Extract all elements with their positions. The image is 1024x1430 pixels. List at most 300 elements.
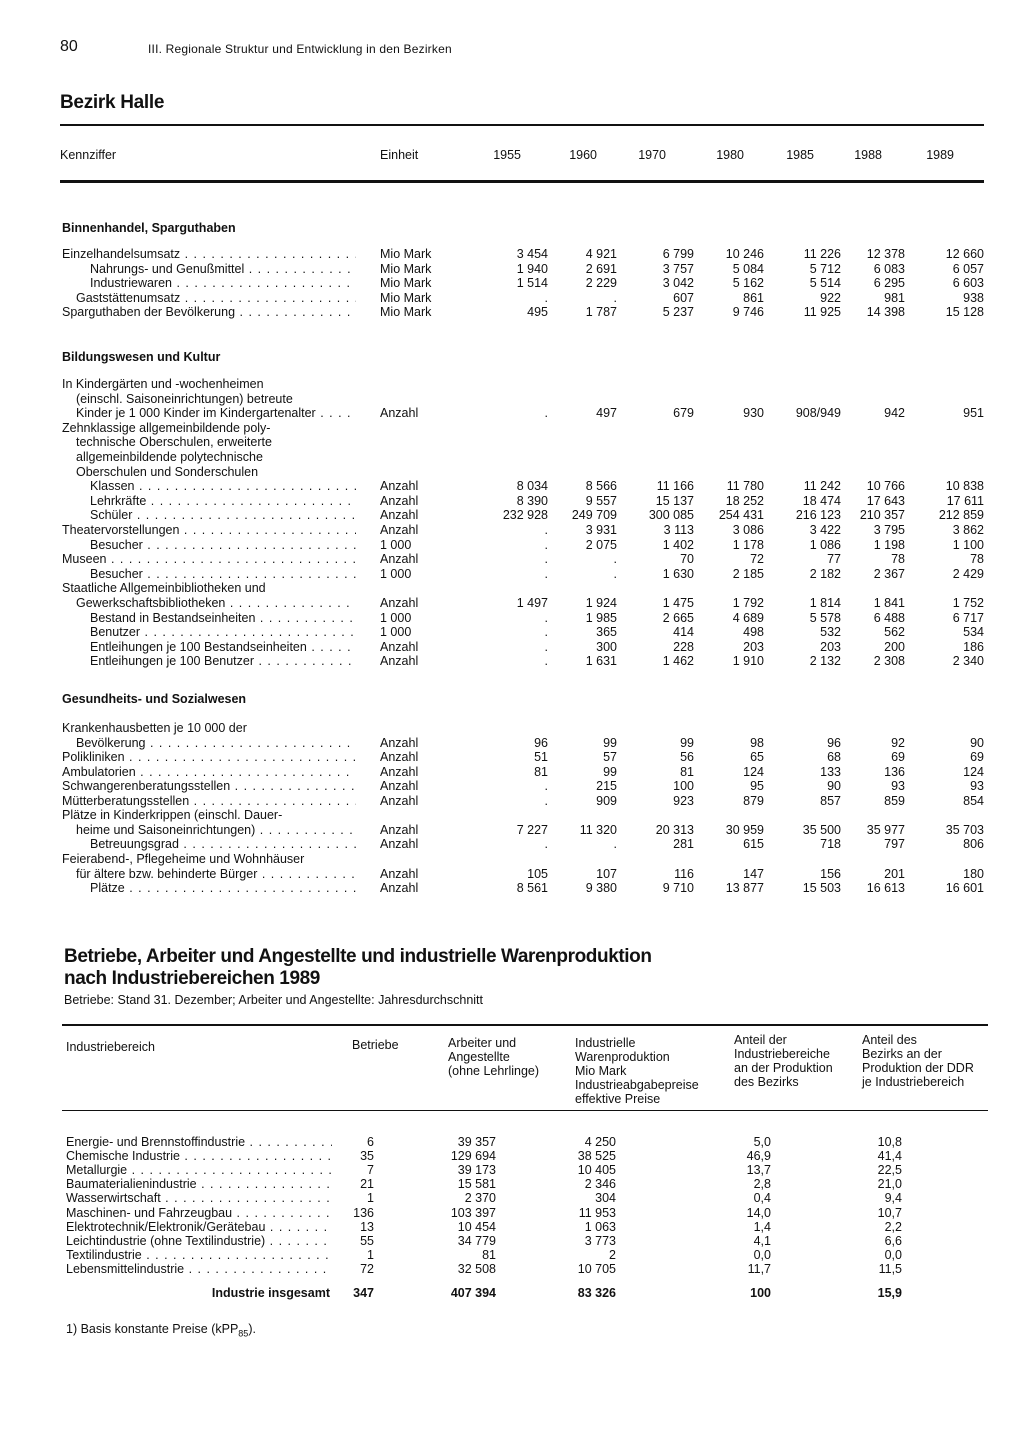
table-row [0,852,1024,866]
row-unit: Anzahl [380,866,419,881]
cell-value: 2 308 [873,654,905,669]
row-label: Kinder je 1 000 Kinder im Kindergartenalter [76,406,316,421]
cell-value: 11 320 [579,822,617,837]
row-label: Gewerkschaftsbibliotheken [76,596,226,610]
cell-value: 12 660 [945,247,984,261]
cell-value: 365 [596,625,617,640]
cell-value: 72 [750,552,764,567]
running-head: III. Regionale Struktur und Entwicklung in den Bezirken [148,42,452,56]
cell-value: 201 [884,866,905,881]
cell-value: 6,6 [884,1233,902,1248]
header-year: 1960 [569,148,597,162]
table-row [0,1248,1024,1262]
cell-value: 203 [820,639,841,654]
header-einheit: Einheit [380,148,419,162]
table-row [0,508,1024,522]
cell-value: 35 703 [945,822,984,837]
table-row [0,450,1024,464]
table-row [0,654,1024,668]
row-label: Mütterberatungsstellen [62,793,190,808]
row-label: Lebensmittelindustrie [66,1261,185,1276]
row-unit: 1 000 [380,625,412,640]
row-label: Zehnklassige allgemeinbildende poly- [62,420,271,435]
row-unit: Anzahl [380,822,419,837]
row-label: In Kindergärten und -wochenheimen [62,377,264,391]
cell-value: 93 [970,779,984,794]
cell-value: 20 313 [655,822,694,837]
row-label: allgemeinbildende polytechnische [76,450,263,464]
cell-value: . [544,537,548,552]
cell-value: 65 [750,750,764,765]
cell-value: 1 985 [585,610,617,625]
row-label: Sparguthaben der Bevölkerung [62,305,236,319]
table-row [0,1163,1024,1177]
row-label: Schwangerenberatungsstellen [62,779,231,794]
table-row [0,1234,1024,1248]
header-produktion-line: Industrieabgabepreise [575,1078,699,1092]
cell-value: 10,7 [877,1205,902,1220]
cell-value: 797 [884,837,905,852]
row-label: Feierabend-, Pflegeheime und Wohnhäuser [62,851,305,866]
cell-value: 69 [970,750,984,765]
row-label: Nahrungs- und Genußmittel [90,261,245,276]
cell-value: 215 [596,779,617,794]
table-row [0,406,1024,420]
header-industriebereich: Industriebereich [66,1040,155,1054]
header-anteil-ddr-line: Anteil des [862,1033,917,1047]
row-unit: Anzahl [380,764,419,779]
cell-value: 90 [970,735,984,750]
cell-value: 68 [827,750,841,765]
cell-value: 2,2 [884,1219,902,1234]
row-label: Benutzer [90,625,141,640]
cell-value: 38 525 [577,1149,616,1164]
cell-value: 8 034 [516,479,548,494]
cell-value: 70 [680,552,694,567]
row-unit: Anzahl [380,523,419,537]
cell-value: 3 931 [585,523,617,537]
cell-value: 17 643 [866,493,905,508]
cell-value: 9 746 [732,305,764,319]
cell-value: 9,4 [884,1191,902,1206]
header-year: 1955 [493,148,521,162]
cell-value: 249 709 [571,508,617,523]
row-unit: Mio Mark [380,290,432,305]
cell-value: 136 [353,1205,374,1220]
cell-value: 81 [534,764,548,779]
row-unit: Anzahl [380,837,419,852]
cell-value: 7 227 [516,822,548,837]
cell-value: 930 [743,406,764,421]
cell-value: 6 717 [952,610,984,625]
header-produktion-line: Warenproduktion [575,1050,670,1064]
cell-value: 1 198 [873,537,905,552]
cell-value: . [613,552,617,567]
row-unit: 1 000 [380,566,412,581]
cell-value: 2 367 [873,566,905,581]
cell-value: 6 083 [873,261,905,276]
table-row [0,721,1024,735]
cell-value: 498 [743,625,764,640]
row-unit: Anzahl [380,654,419,669]
cell-value: 46,9 [746,1149,771,1164]
row-label: Wasserwirtschaft [66,1191,161,1206]
cell-value: 13 [360,1219,374,1234]
header-produktion-line: effektive Preise [575,1092,661,1106]
cell-value: 4 689 [732,610,764,625]
cell-value: 216 123 [795,508,841,523]
cell-value: 124 [743,764,764,779]
header-anteil-ddr-line: Bezirks an der [862,1047,942,1061]
table-row [0,1262,1024,1276]
row-unit: Anzahl [380,881,419,896]
cell-value: 72 [360,1261,374,1276]
cell-value: 12 378 [866,247,905,261]
cell-value: 16 601 [945,881,984,896]
footnote-sub: 85 [238,1328,249,1339]
cell-value: 3 454 [516,247,548,261]
table-row [0,596,1024,610]
row-label: technische Oberschulen, erweiterte [76,435,272,450]
table-row [0,881,1024,895]
table-row [0,377,1024,391]
cell-value: 232 928 [502,508,548,523]
cell-value: 22,5 [877,1163,902,1178]
cell-value: 1 514 [516,276,548,290]
cell-value: 90 [827,779,841,794]
cell-value: 5 578 [809,610,841,625]
cell-value: 96 [827,735,841,750]
cell-value: 6 488 [873,610,905,625]
cell-value: 7 [367,1163,374,1178]
header-year: 1989 [926,148,954,162]
cell-value: 99 [603,764,617,779]
cell-value: 8 561 [516,881,548,896]
cell-value: 3 422 [809,523,841,537]
cell-value: 11,7 [747,1261,771,1276]
cell-value: 1 814 [809,596,841,610]
cell-value: 21 [360,1177,374,1192]
top-rule [60,124,984,126]
cell-value: 3 113 [663,523,694,537]
cell-value: 21,0 [877,1177,902,1192]
row-unit: 1 000 [380,610,412,625]
cell-value: 254 431 [718,508,764,523]
header-anteil-ddr-line: je Industriebereich [862,1075,965,1089]
cell-value: 6 [367,1135,374,1149]
row-label: Industriewaren [90,276,172,290]
cell-value: 14,0 [746,1205,771,1220]
cell-value: 6 603 [952,276,984,290]
header-produktion-line: Mio Mark [575,1064,627,1078]
cell-value: 1 841 [873,596,905,610]
row-label: Energie- und Brennstoffindustrie [66,1135,246,1149]
cell-value: 107 [596,866,617,881]
cell-value: 615 [743,837,764,852]
cell-value: 10,8 [877,1135,902,1149]
cell-value: 35 977 [866,822,905,837]
cell-value: 2,8 [753,1177,771,1192]
cell-value: 2 691 [585,261,617,276]
cell-value: 56 [680,750,694,765]
cell-value: 1 787 [585,305,617,319]
cell-value: 1 [367,1247,374,1262]
row-label: Besucher [90,566,143,581]
row-unit: Mio Mark [380,305,432,319]
cell-value: 1 402 [662,537,694,552]
row-unit: 1 000 [380,537,412,552]
table-row [0,538,1024,552]
cell-value: 861 [743,290,764,305]
row-label: Besucher [90,537,143,552]
cell-value: 2 429 [952,566,984,581]
cell-value: 78 [891,552,905,567]
footnote [66,1322,256,1339]
cell-value: 4,1 [753,1233,771,1248]
cell-value: 2 229 [585,276,617,290]
cell-value: 11,5 [878,1261,902,1276]
table-row [0,1220,1024,1234]
cell-value: . [544,523,548,537]
cell-value: 116 [674,866,694,881]
table-row [0,523,1024,537]
row-label: Plätze in Kinderkrippen (einschl. Dauer- [62,808,283,823]
header-year: 1970 [638,148,666,162]
footnote-text: 1) Basis konstante Preise (kPP [66,1322,239,1336]
header-arbeiter [448,1036,539,1078]
cell-value: . [544,290,548,305]
row-unit: Anzahl [380,735,419,750]
cell-value: 3 086 [732,523,764,537]
table-row [0,808,1024,822]
cell-value: 2 346 [584,1177,616,1192]
footnote-end: ). [248,1322,256,1336]
row-unit: Mio Mark [380,261,432,276]
cell-value: 0,0 [884,1247,902,1262]
row-label: Bestand in Bestandseinheiten [90,610,256,625]
table-row [0,779,1024,793]
cell-value: 98 [750,735,764,750]
table-row [0,479,1024,493]
cell-value: . [613,290,617,305]
header-anteil-ddr [862,1033,974,1089]
cell-value: 35 [360,1149,374,1164]
cell-value: 1,4 [753,1219,771,1234]
row-unit: Anzahl [380,479,419,494]
row-label: Baumaterialienindustrie [66,1177,197,1192]
cell-value: 3 042 [662,276,694,290]
cell-value: 10 766 [866,479,905,494]
cell-value: 15 581 [457,1177,496,1192]
header-arbeiter-line: (ohne Lehrlinge) [448,1064,540,1078]
cell-value: 3 862 [952,523,984,537]
header-rule [60,180,984,183]
table-row [0,736,1024,750]
cell-value: 5 514 [809,276,841,290]
cell-value: 407 394 [450,1286,496,1300]
cell-value: 2 340 [952,654,984,669]
cell-value: 55 [360,1233,374,1248]
cell-value: 0,4 [753,1191,771,1206]
table-row [0,421,1024,435]
cell-value: 2 [609,1247,616,1262]
cell-value: 1 475 [662,596,694,610]
cell-value: 156 [820,866,841,881]
cell-value: 2 132 [809,654,841,669]
row-unit: Anzahl [380,552,419,567]
header-year: 1980 [716,148,744,162]
row-unit: Anzahl [380,596,419,610]
row-unit: Mio Mark [380,276,432,290]
cell-value: . [544,552,548,567]
cell-value: 6 799 [662,247,694,261]
cell-value: 300 [596,639,617,654]
cell-value: 4 921 [585,247,617,261]
table-row [0,276,1024,290]
cell-value: 203 [743,639,764,654]
table2-title-line2: nach Industriebereichen 1989 [64,968,320,989]
cell-value: 1 752 [952,596,984,610]
cell-value: 32 508 [457,1261,496,1276]
header-year: 1985 [786,148,814,162]
cell-value: 30 959 [725,822,764,837]
row-label: Entleihungen je 100 Benutzer [90,654,255,669]
table-row [0,750,1024,764]
cell-value: 718 [820,837,841,852]
table-row [0,1149,1024,1163]
header-anteil-produktion-line: an der Produktion [734,1061,833,1075]
cell-value: 136 [884,764,905,779]
cell-value: 51 [534,750,548,765]
cell-value: 10 246 [725,247,764,261]
row-label: Krankenhausbetten je 10 000 der [62,721,247,735]
cell-value: 18 474 [802,493,841,508]
cell-value: . [544,779,548,794]
table-row [0,611,1024,625]
table-row [0,291,1024,305]
table2-subtitle: Betriebe: Stand 31. Dezember; Arbeiter und Angestellte: Jahresdurchschnitt [64,993,483,1007]
cell-value: 5 237 [662,305,694,319]
cell-value: 41,4 [877,1149,902,1164]
cell-value: 3 795 [873,523,905,537]
cell-value: 95 [750,779,764,794]
cell-value: 39 357 [457,1135,496,1149]
table2-title-line1: Betriebe, Arbeiter und Angestellte und industrielle Warenproduktion [64,946,652,967]
row-label: Plätze [90,881,125,896]
cell-value: 304 [595,1191,616,1206]
row-label: Staatliche Allgemeinbibliotheken und [62,581,266,596]
row-unit: Anzahl [380,508,419,523]
header-arbeiter-line: Angestellte [448,1050,510,1064]
cell-value: 228 [673,639,694,654]
cell-value: 1 497 [516,596,548,610]
cell-value: 1 631 [585,654,617,669]
cell-value: 909 [596,793,617,808]
cell-value: 857 [820,793,841,808]
table-row [0,435,1024,449]
total-row [0,1286,1024,1300]
row-unit: Anzahl [380,750,419,765]
cell-value: 81 [680,764,694,779]
cell-value: . [544,639,548,654]
table-row [0,1177,1024,1191]
row-unit: Anzahl [380,406,419,421]
row-unit: Anzahl [380,493,419,508]
cell-value: 15 137 [655,493,694,508]
cell-value: 5,0 [753,1135,771,1149]
row-label: Elektrotechnik/Elektronik/Gerätebau [66,1219,266,1234]
cell-value: 908/949 [795,406,841,421]
table-row [0,640,1024,654]
cell-value: . [544,406,548,421]
header-year: 1988 [854,148,882,162]
table-row [0,494,1024,508]
row-label: Ambulatorien [62,764,136,779]
row-label: Oberschulen und Sonderschulen [76,464,259,479]
table-row [0,247,1024,261]
row-label: Lehrkräfte [90,493,147,508]
cell-value: . [613,566,617,581]
cell-value: 0,0 [753,1247,771,1262]
cell-value: 15,9 [877,1286,902,1300]
cell-value: 8 390 [516,493,548,508]
cell-value: 534 [963,625,984,640]
cell-value: 8 566 [585,479,617,494]
cell-value: 1 630 [662,566,694,581]
header-anteil-ddr-line: Produktion der DDR [862,1061,974,1075]
table2-top-rule [62,1024,988,1026]
cell-value: 34 779 [457,1233,496,1248]
cell-value: 923 [673,793,694,808]
cell-value: 14 398 [866,305,905,319]
row-label: Metallurgie [66,1163,128,1178]
row-label: Gaststättenumsatz [76,290,181,305]
cell-value: 1 940 [516,261,548,276]
cell-value: 99 [680,735,694,750]
cell-value: 186 [963,639,984,654]
cell-value: . [544,625,548,640]
cell-value: 1 462 [662,654,694,669]
row-label: Industrie insgesamt [211,1286,330,1300]
header-produktion [575,1036,699,1106]
cell-value: 6 295 [873,276,905,290]
cell-value: 495 [527,305,548,319]
row-unit: Mio Mark [380,247,432,261]
row-label: Maschinen- und Fahrzeugbau [66,1205,233,1220]
cell-value: 11 953 [578,1205,616,1220]
cell-value: 17 611 [946,493,984,508]
cell-value: 938 [963,290,984,305]
row-unit: Anzahl [380,639,419,654]
header-anteil-produktion [734,1033,833,1089]
cell-value: . [544,566,548,581]
row-unit: Anzahl [380,793,419,808]
row-label: Entleihungen je 100 Bestandseinheiten [90,639,307,654]
cell-value: 281 [673,837,694,852]
table-row [0,625,1024,639]
cell-value: 93 [891,779,905,794]
row-unit: Anzahl [380,779,419,794]
table-row [0,823,1024,837]
page-number: 80 [60,38,78,55]
header-kennziffer: Kennziffer [60,148,117,162]
cell-value: 5 712 [809,261,841,276]
cell-value: 180 [963,866,984,881]
cell-value: 3 773 [584,1233,616,1248]
cell-value: . [613,837,617,852]
row-label: Museen [62,552,107,567]
cell-value: 497 [596,406,617,421]
